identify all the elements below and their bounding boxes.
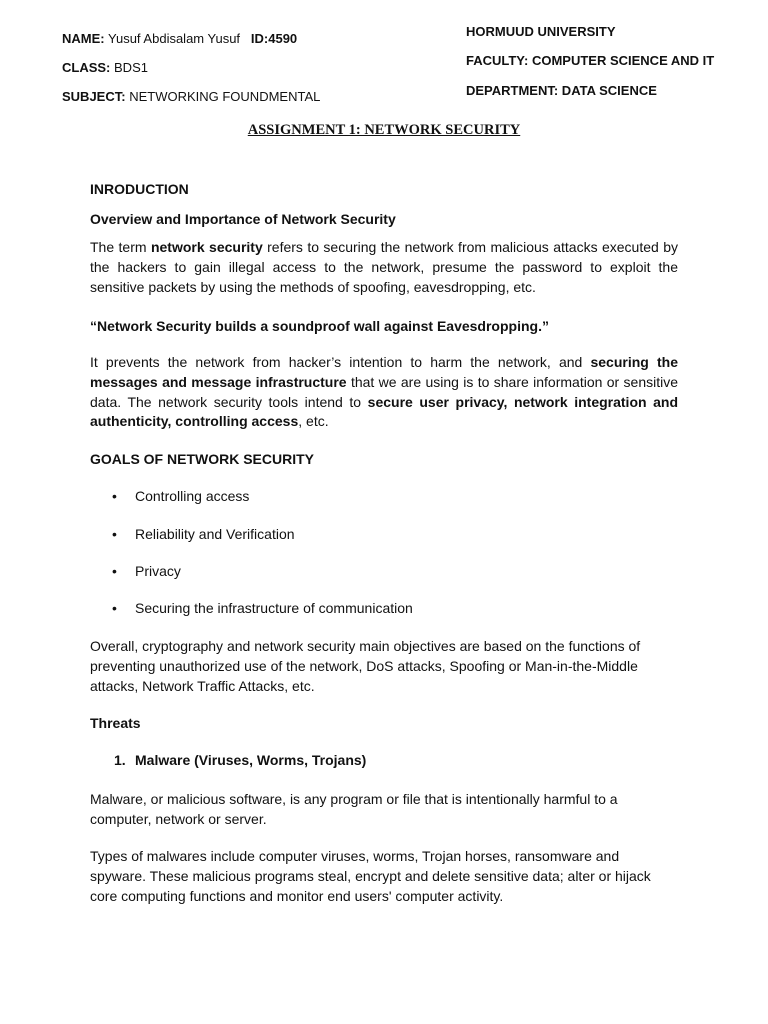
goals-heading: GOALS OF NETWORK SECURITY — [90, 451, 314, 467]
bullet-icon: • — [112, 600, 117, 616]
university-name: HORMUUD UNIVERSITY — [466, 24, 616, 39]
department-name: DEPARTMENT: DATA SCIENCE — [466, 83, 657, 98]
bullet-icon: • — [112, 563, 117, 579]
student-name-line: NAME: Yusuf Abdisalam Yusuf ID:4590 — [62, 31, 298, 46]
malware-paragraph-2: Types of malwares include computer viruses, worms, Trojan horses, ransomware and spyware. These malicious programs steal, encrypt and delete sensitive data; alter or hijack core computing functions and monitor end users' computer activity. — [90, 848, 651, 904]
threats-heading: Threats — [90, 715, 141, 731]
subject-value: NETWORKING FOUNDMENTAL — [129, 89, 321, 104]
intro-subheading: Overview and Importance of Network Security — [90, 211, 396, 227]
malware-paragraph-1: Malware, or malicious software, is any program or file that is intentionally harmful to a computer, network or server. — [90, 791, 618, 827]
id-label: ID — [250, 31, 264, 46]
list-number: 1. — [114, 752, 126, 768]
bullet-icon: • — [112, 488, 117, 504]
subject-label: SUBJECT: — [62, 89, 126, 104]
subject-line — [62, 89, 320, 105]
class-line — [62, 60, 148, 76]
name-label: NAME — [62, 31, 101, 46]
document-title: ASSIGNMENT 1: NETWORK SECURITY — [247, 122, 521, 138]
goals-summary: Overall, cryptography and network security main objectives are based on the functions of preventing unauthorized use of the network, DoS attacks, Spoofing or Man-in-the-Middle attacks, Network Traffic Attacks, etc. — [90, 638, 641, 694]
class-value: BDS1 — [114, 60, 148, 75]
intro-paragraph-1: The term network security refers to securing the network from malicious attacks executed by the hackers to gain illegal access to the network, presume the password to exploit the sensitive packets by using the methods of spoofing, eavesdropping, etc. — [90, 239, 678, 295]
intro-paragraph-2: It prevents the network from hacker’s intention to harm the network, and securing the messages and message infrastructure that we are using is to share information or sensitive data. The network security tools intend to secure user privacy, network integration and authenticity, controlling access, etc. — [90, 354, 679, 430]
id-value: 4590 — [268, 31, 298, 46]
class-label: CLASS: — [62, 60, 111, 75]
faculty-name: FACULTY: COMPUTER SCIENCE AND IT — [466, 53, 715, 68]
bullet-icon: • — [112, 526, 117, 542]
name-value: Yusuf Abdisalam Yusuf — [108, 31, 241, 46]
intro-heading: INRODUCTION — [90, 181, 189, 197]
intro-quote: “Network Security builds a soundproof wall against Eavesdropping.” — [90, 318, 549, 334]
